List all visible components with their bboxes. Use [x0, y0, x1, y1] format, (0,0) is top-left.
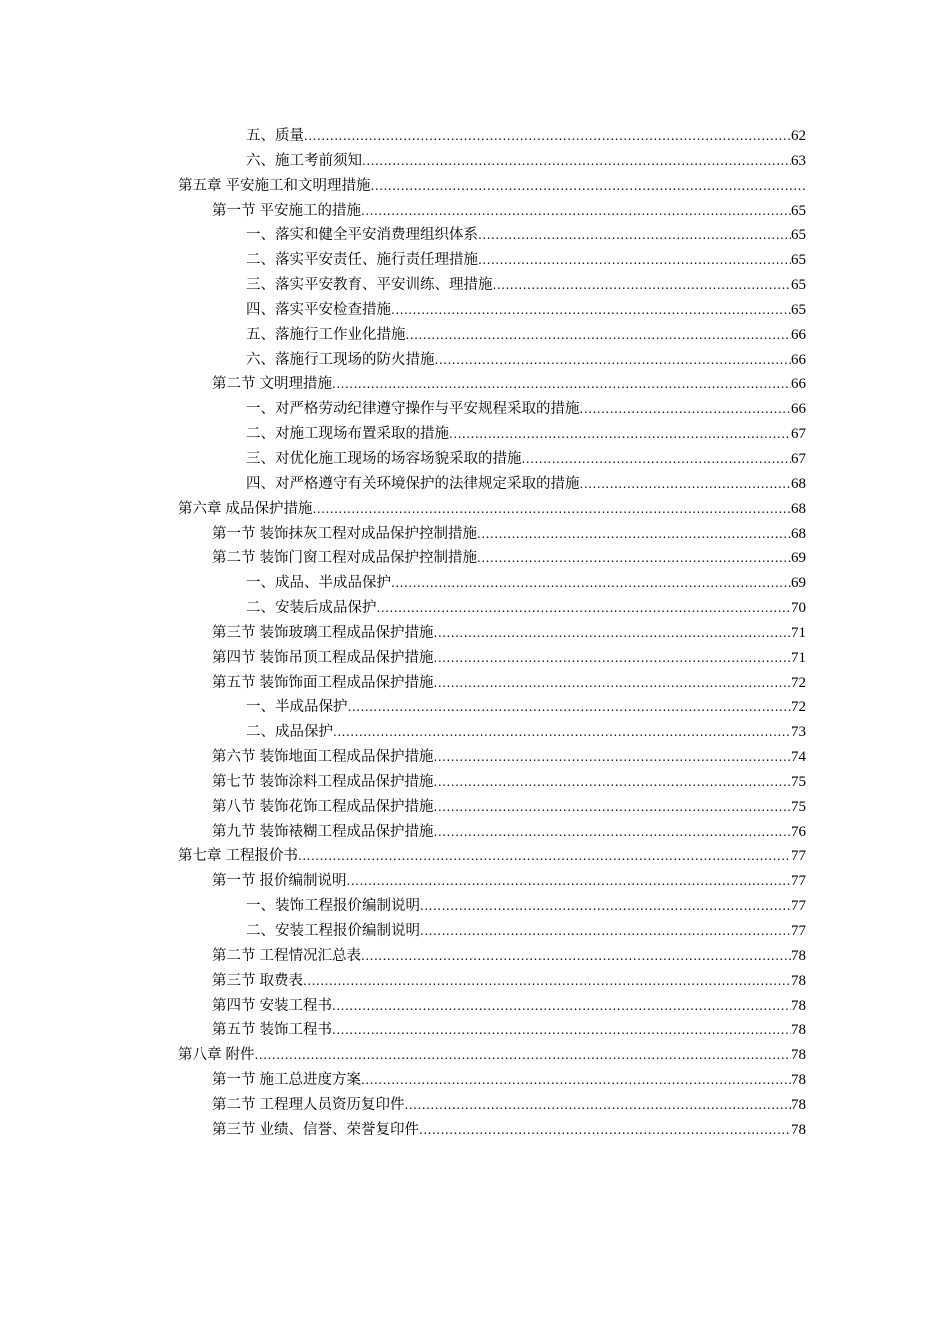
toc-entry-title: 对施工现场布置采取的措施 [275, 426, 449, 443]
toc-entry[interactable] [178, 571, 806, 596]
toc-entry-page-number: 72 [791, 699, 806, 716]
toc-entry[interactable] [178, 422, 806, 447]
toc-entry[interactable] [178, 745, 806, 770]
toc-dot-leader [313, 497, 792, 522]
toc-entry-page-number: 65 [791, 227, 806, 244]
toc-dot-leader [377, 596, 792, 621]
toc-entry-number: 一、 [246, 898, 275, 915]
toc-entry-page-number: 66 [791, 351, 806, 368]
toc-entry-title: 装饰工程报价编制说明 [275, 898, 420, 915]
toc-entry-title: 报价编制说明 [259, 873, 347, 890]
toc-entry-title: 装饰门窗工程对成品保护控制措施 [259, 550, 477, 567]
toc-entry-page-number: 68 [791, 475, 806, 492]
toc-dot-leader [435, 348, 792, 373]
toc-entry-page-number: 66 [791, 376, 806, 393]
table-of-contents [178, 124, 806, 1143]
toc-entry-title: 平安施工的措施 [259, 202, 361, 219]
toc-entry-page-number: 65 [791, 202, 806, 219]
toc-entry[interactable] [178, 149, 806, 174]
toc-entry-page-number: 78 [791, 1022, 806, 1039]
toc-entry-number: 五、 [246, 326, 275, 343]
toc-entry-number: 第六节 [212, 749, 256, 766]
toc-entry[interactable] [178, 944, 806, 969]
toc-entry[interactable] [178, 372, 806, 397]
toc-entry[interactable] [178, 546, 806, 571]
toc-entry[interactable] [178, 720, 806, 745]
toc-dot-leader [580, 397, 792, 422]
toc-entry-number: 第四节 [212, 649, 256, 666]
toc-entry-page-number: 77 [791, 848, 806, 865]
toc-dot-leader [493, 273, 792, 298]
toc-entry-title: 安装工程书 [259, 997, 332, 1014]
toc-entry-title: 落实平安责任、施行责任理措施 [275, 252, 478, 269]
toc-dot-leader [391, 571, 791, 596]
toc-entry-number: 四、 [246, 475, 275, 492]
toc-dot-leader [434, 621, 792, 646]
toc-entry[interactable] [178, 1043, 806, 1068]
toc-entry-page-number: 68 [791, 525, 806, 542]
toc-entry[interactable] [178, 646, 806, 671]
toc-entry-page-number: 65 [791, 301, 806, 318]
toc-entry-title: 对优化施工现场的场容场貌采取的措施 [275, 450, 522, 467]
toc-entry-title: 装饰饰面工程成品保护措施 [259, 674, 434, 691]
toc-entry[interactable] [178, 621, 806, 646]
toc-entry-number: 一、 [246, 401, 275, 418]
toc-entry-page-number: 73 [791, 724, 806, 741]
toc-entry[interactable] [178, 795, 806, 820]
toc-entry-title: 装饰涂料工程成品保护措施 [259, 773, 434, 790]
toc-entry[interactable] [178, 695, 806, 720]
toc-entry-number: 第八节 [212, 798, 256, 815]
toc-entry-number: 第八章 [178, 1047, 222, 1064]
toc-entry[interactable] [178, 770, 806, 795]
toc-entry[interactable] [178, 348, 806, 373]
toc-entry[interactable] [178, 969, 806, 994]
toc-entry-page-number: 78 [791, 1121, 806, 1138]
toc-entry-number: 第二节 [212, 947, 256, 964]
toc-entry-title: 成品保护措施 [225, 500, 313, 517]
toc-entry-number: 第二节 [212, 550, 256, 567]
toc-entry-page-number: 70 [791, 600, 806, 617]
toc-entry-page-number: 62 [791, 128, 806, 144]
toc-entry-page-number: 66 [791, 401, 806, 418]
toc-entry-title: 装饰工程书 [259, 1022, 332, 1039]
toc-dot-leader [303, 969, 791, 994]
toc-dot-leader [477, 522, 791, 547]
toc-dot-leader [391, 298, 791, 323]
toc-dot-leader [478, 248, 791, 273]
toc-entry-title: 工程报价书 [225, 848, 298, 865]
toc-entry-page-number: 78 [791, 1047, 806, 1064]
toc-entry-title: 取费表 [259, 972, 303, 989]
toc-dot-leader [580, 472, 792, 497]
toc-dot-leader [434, 770, 792, 795]
toc-entry[interactable] [178, 820, 806, 845]
toc-entry-number: 第五节 [212, 674, 256, 691]
toc-entry-title: 平安施工和文明理措施 [225, 177, 371, 194]
toc-entry[interactable] [178, 199, 806, 224]
toc-entry[interactable] [178, 596, 806, 621]
toc-dot-leader [371, 174, 807, 199]
toc-entry-title: 附件 [225, 1047, 255, 1064]
toc-entry-page-number: 77 [791, 923, 806, 939]
toc-entry-number: 第一节 [212, 525, 256, 542]
toc-entry-number: 第九节 [212, 823, 256, 840]
toc-entry-number: 二、 [246, 724, 275, 741]
toc-entry-title: 成品、半成品保护 [275, 575, 391, 592]
toc-dot-leader [405, 1093, 792, 1118]
toc-entry-page-number: 78 [791, 997, 806, 1014]
toc-entry-number: 三、 [246, 277, 275, 294]
toc-entry[interactable] [178, 174, 806, 199]
toc-entry-page-number: 78 [791, 1072, 806, 1089]
toc-entry-number: 第一节 [212, 873, 256, 890]
toc-entry-page-number: 69 [791, 575, 806, 592]
toc-entry-title: 工程情况汇总表 [259, 947, 361, 964]
toc-entry[interactable] [178, 124, 806, 149]
toc-dot-leader [420, 894, 791, 919]
toc-entry-title: 对严格劳动纪律遵守操作与平安规程采取的措施 [275, 401, 580, 418]
toc-dot-leader [406, 323, 792, 348]
toc-entry-title: 业绩、信誉、荣誉复印件 [259, 1121, 419, 1138]
toc-entry-title: 成品保护 [275, 724, 333, 741]
toc-entry[interactable] [178, 1068, 806, 1093]
toc-entry[interactable] [178, 1018, 806, 1043]
toc-entry-number: 二、 [246, 923, 275, 939]
toc-entry[interactable] [178, 323, 806, 348]
toc-entry[interactable] [178, 273, 806, 298]
toc-entry-page-number: 71 [791, 624, 806, 641]
toc-entry-number: 二、 [246, 252, 275, 269]
toc-dot-leader [522, 447, 792, 472]
toc-entry-number: 第四节 [212, 997, 256, 1014]
toc-dot-leader [478, 223, 791, 248]
toc-entry[interactable] [178, 894, 806, 919]
toc-entry[interactable] [178, 1093, 806, 1118]
toc-dot-leader [332, 994, 791, 1019]
toc-entry-title: 装饰花饰工程成品保护措施 [259, 798, 434, 815]
toc-dot-leader [434, 820, 792, 845]
toc-entry-page-number: 77 [791, 898, 806, 915]
toc-entry-page-number: 63 [791, 152, 806, 169]
toc-entry-number: 第二节 [212, 376, 256, 393]
toc-entry-number: 一、 [246, 699, 275, 716]
toc-entry-number: 第一节 [212, 202, 256, 219]
toc-dot-leader [477, 546, 791, 571]
toc-dot-leader [420, 919, 791, 944]
toc-entry-title: 对严格遵守有关环境保护的法律规定采取的措施 [275, 475, 580, 492]
toc-entry-page-number: 76 [791, 823, 806, 840]
toc-dot-leader [434, 646, 792, 671]
toc-entry-title: 文明理措施 [259, 376, 332, 393]
toc-entry[interactable] [178, 919, 806, 944]
toc-entry-title: 工程理人员资历复印件 [259, 1096, 405, 1113]
toc-entry-number: 第七章 [178, 848, 222, 865]
toc-entry-page-number: 75 [791, 773, 806, 790]
toc-dot-leader [361, 199, 791, 224]
toc-entry-number: 第二节 [212, 1096, 256, 1113]
toc-entry[interactable] [178, 223, 806, 248]
toc-entry-page-number: 67 [791, 426, 806, 443]
toc-entry[interactable] [178, 844, 806, 869]
toc-dot-leader [419, 1118, 791, 1143]
toc-dot-leader [332, 1018, 791, 1043]
toc-entry-title: 落实平安教育、平安训练、理措施 [275, 277, 493, 294]
toc-dot-leader [332, 372, 791, 397]
toc-dot-leader [434, 795, 792, 820]
toc-dot-leader [361, 1068, 791, 1093]
toc-entry-number: 第一节 [212, 1072, 256, 1089]
toc-dot-leader [255, 1043, 792, 1068]
toc-entry-page-number: 78 [791, 1096, 806, 1113]
toc-entry[interactable] [178, 671, 806, 696]
toc-entry-title: 施工总进度方案 [259, 1072, 361, 1089]
toc-entry-title: 落施行工现场的防火措施 [275, 351, 435, 368]
toc-entry-number: 第三节 [212, 972, 256, 989]
toc-dot-leader [434, 671, 792, 696]
toc-entry-title: 落施行工作业化措施 [275, 326, 406, 343]
toc-entry-title: 施工考前须知 [275, 152, 362, 169]
toc-entry-page-number: 68 [791, 500, 806, 517]
toc-entry-page-number: 78 [791, 947, 806, 964]
toc-entry-page-number: 77 [791, 873, 806, 890]
toc-entry-number: 三、 [246, 450, 275, 467]
toc-entry-number: 二、 [246, 600, 275, 617]
toc-entry[interactable] [178, 447, 806, 472]
toc-entry[interactable] [178, 248, 806, 273]
toc-entry-page-number: 67 [791, 450, 806, 467]
toc-entry-page-number: 75 [791, 798, 806, 815]
toc-dot-leader [361, 944, 791, 969]
toc-entry-title: 装饰吊顶工程成品保护措施 [259, 649, 434, 666]
toc-entry-page-number: 66 [791, 326, 806, 343]
toc-entry-number: 四、 [246, 301, 275, 318]
toc-dot-leader [347, 869, 792, 894]
toc-dot-leader [449, 422, 791, 447]
toc-entry-page-number: 69 [791, 550, 806, 567]
toc-entry[interactable] [178, 994, 806, 1019]
toc-entry-page-number: 74 [791, 749, 806, 766]
toc-entry-number: 六、 [246, 351, 275, 368]
toc-dot-leader [298, 844, 791, 869]
toc-entry-title: 落实平安检查措施 [275, 301, 391, 318]
toc-entry-number: 第五节 [212, 1022, 256, 1039]
toc-dot-leader [348, 695, 792, 720]
toc-entry-title: 安装后成品保护 [275, 600, 377, 617]
toc-dot-leader [333, 720, 791, 745]
toc-entry-title: 装饰玻璃工程成品保护措施 [259, 624, 434, 641]
toc-entry-number: 第七节 [212, 773, 256, 790]
toc-entry[interactable] [178, 397, 806, 422]
toc-entry-number: 二、 [246, 426, 275, 443]
toc-entry-number: 一、 [246, 227, 275, 244]
toc-dot-leader [434, 745, 792, 770]
toc-dot-leader [304, 124, 791, 149]
toc-entry-page-number: 71 [791, 649, 806, 666]
toc-entry[interactable] [178, 1118, 806, 1143]
toc-entry-number: 第五章 [178, 177, 222, 194]
toc-entry-title: 落实和健全平安消费理组织体系 [275, 227, 478, 244]
toc-entry[interactable] [178, 522, 806, 547]
toc-entry[interactable] [178, 472, 806, 497]
toc-entry-title: 安装工程报价编制说明 [275, 923, 420, 939]
toc-entry-number: 五、 [246, 128, 275, 144]
toc-dot-leader [362, 149, 791, 174]
toc-entry-number: 第三节 [212, 1121, 256, 1138]
toc-entry[interactable] [178, 497, 806, 522]
toc-entry-page-number: 72 [791, 674, 806, 691]
toc-entry[interactable] [178, 298, 806, 323]
toc-entry-page-number: 65 [791, 252, 806, 269]
toc-entry-number: 一、 [246, 575, 275, 592]
toc-entry-title: 质量 [275, 128, 304, 144]
toc-entry-number: 第三节 [212, 624, 256, 641]
toc-entry-title: 装饰抹灰工程对成品保护控制措施 [259, 525, 477, 542]
toc-entry-page-number: 65 [791, 277, 806, 294]
toc-entry-title: 半成品保护 [275, 699, 348, 716]
toc-entry-title: 装饰地面工程成品保护措施 [259, 749, 434, 766]
toc-entry[interactable] [178, 869, 806, 894]
toc-entry-number: 六、 [246, 152, 275, 169]
toc-entry-page-number: 78 [791, 972, 806, 989]
toc-entry-title: 装饰裱糊工程成品保护措施 [259, 823, 434, 840]
toc-entry-number: 第六章 [178, 500, 222, 517]
